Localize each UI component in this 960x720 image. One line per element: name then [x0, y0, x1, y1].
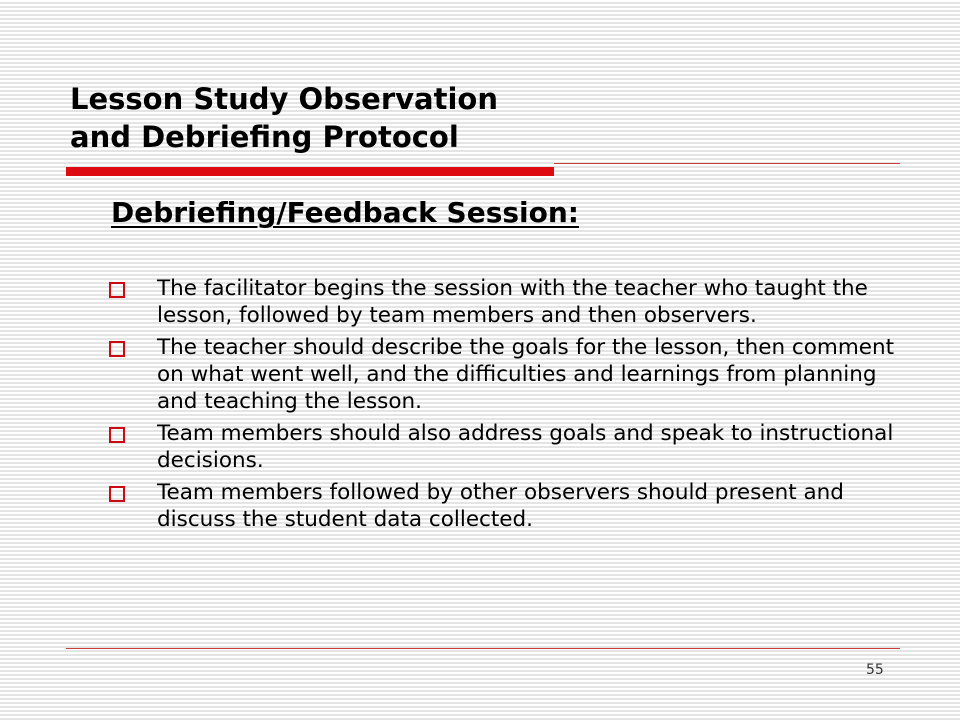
- bullet-item: [108, 420, 898, 474]
- bullet-text: The facilitator begins the session with the teacher who taught the lesson, followed by team members and then observers.: [157, 276, 868, 328]
- slide-title: [70, 80, 890, 156]
- hollow-square-icon: [109, 282, 125, 298]
- bullet-list: [108, 275, 898, 538]
- bullet-item: [108, 275, 898, 329]
- page-number: 55: [866, 662, 884, 678]
- hollow-square-icon: [109, 427, 125, 443]
- bullet-text: Team members should also address goals and speak to instructional decisions.: [157, 421, 894, 473]
- bullet-text: Team members followed by other observers should present and discuss the student data collected.: [157, 480, 844, 532]
- slide-title-line-1: Lesson Study Observation: [70, 82, 498, 116]
- bullet-text: The teacher should describe the goals for the lesson, then comment on what went well, and the difficulties and learnings from planning and teaching the lesson.: [157, 335, 895, 414]
- title-divider-line: [554, 163, 900, 164]
- title-accent-bar: [66, 167, 554, 176]
- section-subtitle: Debriefing/Feedback Session:: [111, 196, 580, 229]
- hollow-square-icon: [109, 341, 125, 357]
- bullet-item: [108, 479, 898, 533]
- bullet-item: [108, 334, 898, 415]
- slide-title-line-2: and Debriefing Protocol: [70, 120, 459, 154]
- footer-divider-line: [66, 648, 900, 649]
- hollow-square-icon: [109, 486, 125, 502]
